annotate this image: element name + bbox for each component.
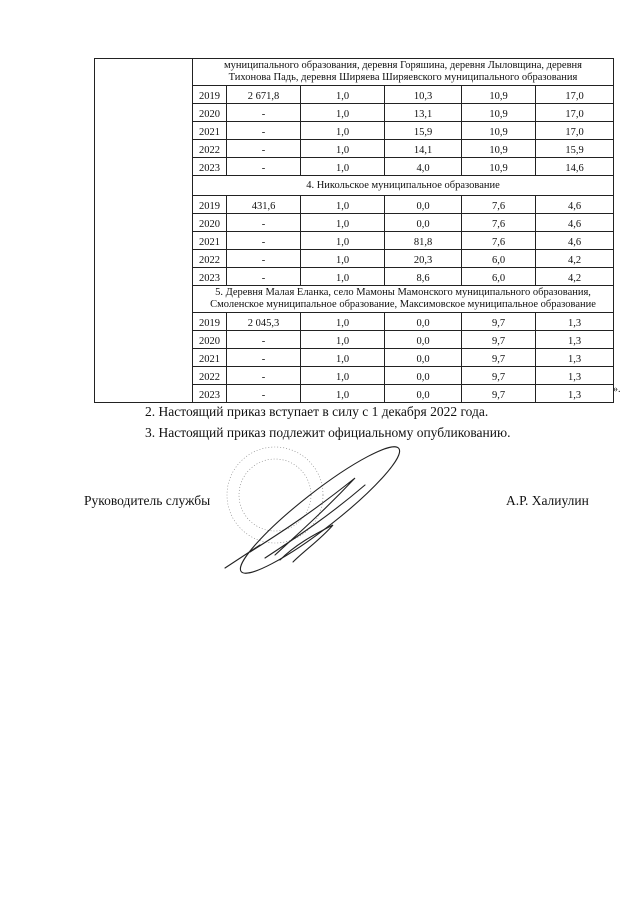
value-cell: 1,0	[301, 86, 385, 104]
value-cell: -	[227, 122, 301, 140]
value-cell: -	[227, 385, 301, 403]
value-cell: -	[227, 140, 301, 158]
closing-quote: ».	[613, 384, 621, 395]
section-title	[193, 59, 614, 86]
value-cell: 15,9	[536, 140, 614, 158]
year-cell: 2021	[193, 232, 227, 250]
value-cell: 7,6	[462, 232, 536, 250]
value-cell: 1,0	[301, 104, 385, 122]
value-cell: -	[227, 232, 301, 250]
paragraph-2: 2. Настоящий приказ вступает в силу с 1 декабря 2022 года.	[145, 404, 489, 419]
section-title	[193, 286, 614, 313]
value-cell: 7,6	[462, 196, 536, 214]
section-header-row	[95, 59, 614, 86]
value-cell: 1,0	[301, 367, 385, 385]
year-cell: 2021	[193, 122, 227, 140]
value-cell: 0,0	[385, 331, 462, 349]
value-cell: 1,0	[301, 214, 385, 232]
value-cell: 9,7	[462, 313, 536, 331]
paragraph-3: 3. Настоящий приказ подлежит официальному опубликованию.	[145, 425, 511, 440]
left-empty-column	[95, 59, 193, 403]
year-cell: 2020	[193, 214, 227, 232]
section-title-line: Тихонова Падь, деревня Ширяева Ширяевского муниципального образования	[228, 72, 578, 83]
section-title	[193, 176, 614, 196]
year-cell: 2019	[193, 313, 227, 331]
year-cell: 2023	[193, 268, 227, 286]
signatory-name: А.Р. Халиулин	[506, 493, 589, 508]
value-cell: 15,9	[385, 122, 462, 140]
year-cell: 2019	[193, 196, 227, 214]
value-cell: 10,9	[462, 122, 536, 140]
value-cell: 0,0	[385, 385, 462, 403]
value-cell: 1,0	[301, 158, 385, 176]
value-cell: 20,3	[385, 250, 462, 268]
value-cell: 1,3	[536, 367, 614, 385]
value-cell: 4,6	[536, 232, 614, 250]
section-title-line: 5. Деревня Малая Еланка, село Мамоны Мамонского муниципального образования,	[215, 287, 591, 298]
value-cell: -	[227, 250, 301, 268]
value-cell: 1,3	[536, 349, 614, 367]
year-cell: 2020	[193, 104, 227, 122]
value-cell: 10,9	[462, 104, 536, 122]
value-cell: 1,0	[301, 349, 385, 367]
value-cell: 17,0	[536, 86, 614, 104]
tariff-table	[94, 58, 614, 403]
value-cell: 1,0	[301, 268, 385, 286]
value-cell: 9,7	[462, 349, 536, 367]
value-cell: 10,9	[462, 140, 536, 158]
value-cell: 0,0	[385, 367, 462, 385]
value-cell: 14,1	[385, 140, 462, 158]
value-cell: 13,1	[385, 104, 462, 122]
value-cell: -	[227, 331, 301, 349]
value-cell: -	[227, 349, 301, 367]
value-cell: -	[227, 214, 301, 232]
year-cell: 2020	[193, 331, 227, 349]
value-cell: 9,7	[462, 367, 536, 385]
value-cell: 431,6	[227, 196, 301, 214]
section-title-line: муниципального образования, деревня Горяшина, деревня Лыловщина, деревня	[224, 60, 582, 71]
value-cell: 4,2	[536, 268, 614, 286]
value-cell: 81,8	[385, 232, 462, 250]
value-cell: 17,0	[536, 104, 614, 122]
value-cell: 14,6	[536, 158, 614, 176]
value-cell: 2 045,3	[227, 313, 301, 331]
value-cell: -	[227, 268, 301, 286]
value-cell: 17,0	[536, 122, 614, 140]
value-cell: 0,0	[385, 349, 462, 367]
value-cell: 7,6	[462, 214, 536, 232]
value-cell: -	[227, 104, 301, 122]
value-cell: 1,0	[301, 250, 385, 268]
value-cell: 1,0	[301, 122, 385, 140]
value-cell: 0,0	[385, 214, 462, 232]
year-cell: 2022	[193, 250, 227, 268]
signatory-title: Руководитель службы	[84, 493, 211, 508]
value-cell: 4,2	[536, 250, 614, 268]
value-cell: 10,9	[462, 158, 536, 176]
value-cell: 0,0	[385, 313, 462, 331]
year-cell: 2019	[193, 86, 227, 104]
year-cell: 2022	[193, 140, 227, 158]
year-cell: 2021	[193, 349, 227, 367]
value-cell: 1,3	[536, 331, 614, 349]
value-cell: 1,0	[301, 232, 385, 250]
year-cell: 2023	[193, 158, 227, 176]
value-cell: 10,9	[462, 86, 536, 104]
section-title-line: Смоленское муниципальное образование, Максимовское муниципальное образование	[210, 299, 596, 310]
value-cell: 9,7	[462, 385, 536, 403]
value-cell: 4,0	[385, 158, 462, 176]
value-cell: 6,0	[462, 250, 536, 268]
value-cell: 4,6	[536, 196, 614, 214]
value-cell: 1,3	[536, 385, 614, 403]
value-cell: 1,0	[301, 331, 385, 349]
value-cell: 1,3	[536, 313, 614, 331]
value-cell: 0,0	[385, 196, 462, 214]
value-cell: 1,0	[301, 140, 385, 158]
value-cell: -	[227, 158, 301, 176]
year-cell: 2022	[193, 367, 227, 385]
value-cell: 6,0	[462, 268, 536, 286]
handwritten-signature	[205, 440, 405, 580]
value-cell: 1,0	[301, 385, 385, 403]
year-cell: 2023	[193, 385, 227, 403]
value-cell: 1,0	[301, 196, 385, 214]
value-cell: 9,7	[462, 331, 536, 349]
value-cell: 2 671,8	[227, 86, 301, 104]
value-cell: 4,6	[536, 214, 614, 232]
value-cell: 8,6	[385, 268, 462, 286]
value-cell: 1,0	[301, 313, 385, 331]
value-cell: -	[227, 367, 301, 385]
section-title-line: 4. Никольское муниципальное образование	[306, 179, 500, 191]
value-cell: 10,3	[385, 86, 462, 104]
